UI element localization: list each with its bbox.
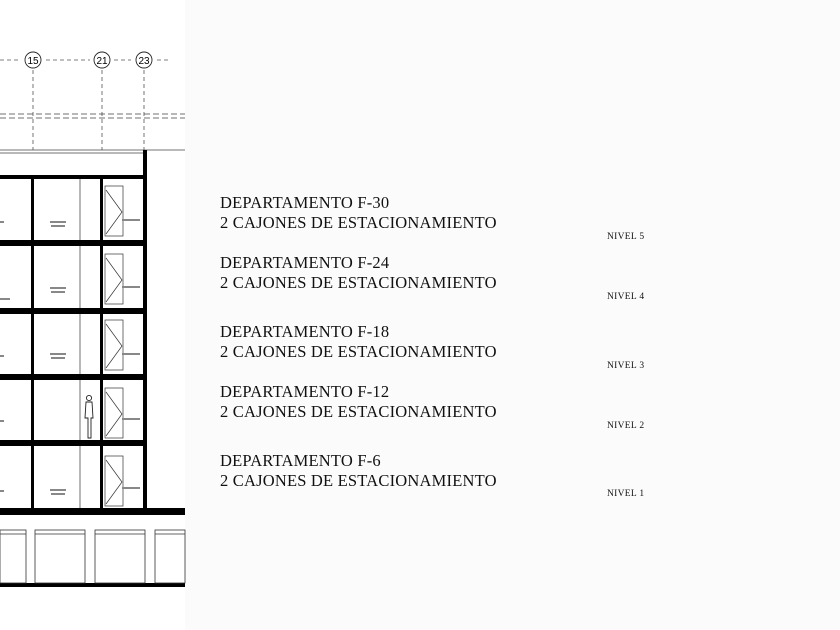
axis-marker-label: 21 <box>96 56 108 67</box>
level-label: NIVEL 1 <box>607 489 645 499</box>
department-name: DEPARTAMENTO F-6 <box>220 451 381 470</box>
parking-spaces: 2 CAJONES DE ESTACIONAMIENTO <box>220 213 497 232</box>
floor-label-nivel-1 <box>220 451 497 491</box>
axis-marker-21 <box>94 52 110 68</box>
parking-spaces: 2 CAJONES DE ESTACIONAMIENTO <box>220 471 497 490</box>
level-label: NIVEL 5 <box>607 232 645 242</box>
floor-label-nivel-3 <box>220 322 497 362</box>
floor-label-nivel-5 <box>220 193 497 233</box>
parking-spaces: 2 CAJONES DE ESTACIONAMIENTO <box>220 402 497 421</box>
parking-spaces: 2 CAJONES DE ESTACIONAMIENTO <box>220 342 497 361</box>
parking-spaces: 2 CAJONES DE ESTACIONAMIENTO <box>220 273 497 292</box>
axis-marker-label: 15 <box>27 56 39 67</box>
axis-marker-15 <box>25 52 41 68</box>
axis-marker-label: 23 <box>138 56 150 67</box>
department-name: DEPARTAMENTO F-12 <box>220 382 390 401</box>
floor-label-nivel-4 <box>220 253 497 293</box>
department-name: DEPARTAMENTO F-24 <box>220 253 390 272</box>
axis-marker-23 <box>136 52 152 68</box>
department-name: DEPARTAMENTO F-18 <box>220 322 390 341</box>
floor-label-nivel-2 <box>220 382 497 422</box>
level-label: NIVEL 2 <box>607 421 645 431</box>
level-label: NIVEL 4 <box>607 292 645 302</box>
department-name: DEPARTAMENTO F-30 <box>220 193 390 212</box>
level-label: NIVEL 3 <box>607 361 645 371</box>
